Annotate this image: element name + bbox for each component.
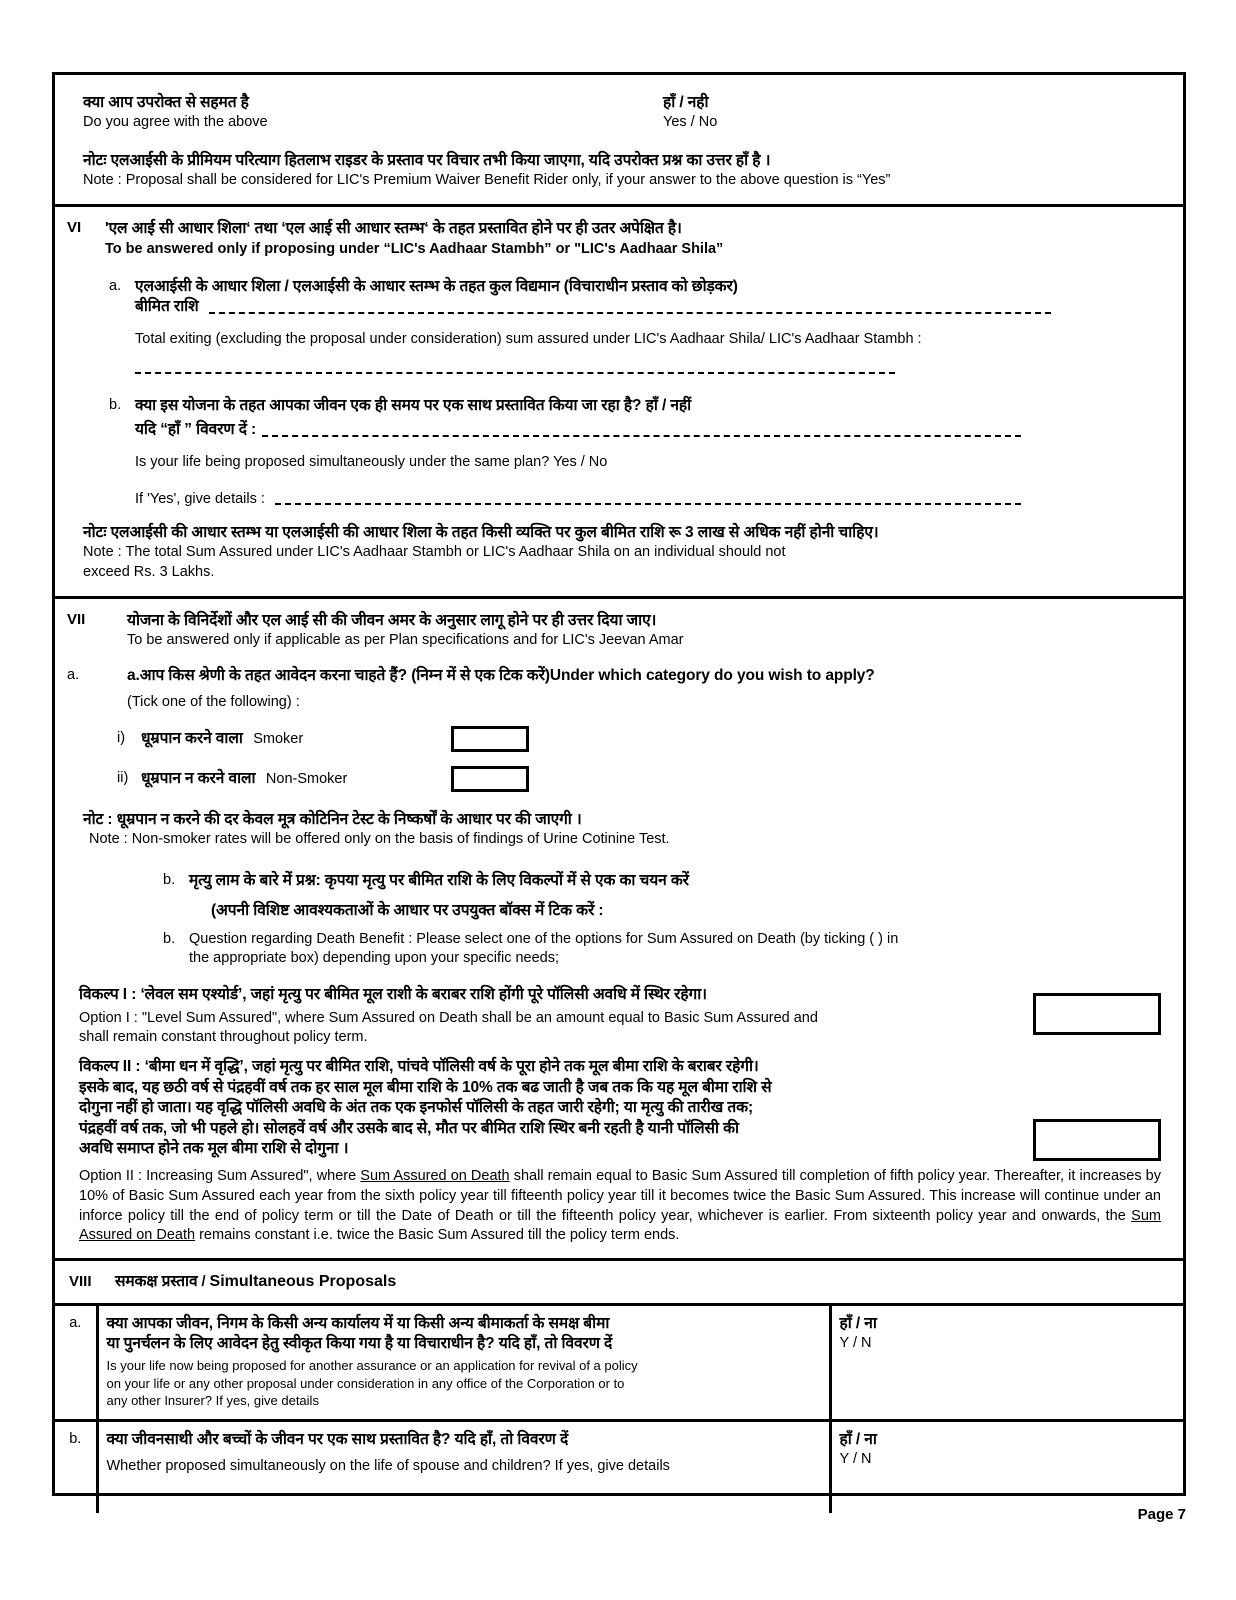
option-2-hi-line5: अवधि समाप्त होने तक मूल बीमा राशि से दोगुना । xyxy=(79,1140,349,1158)
section-viii-title-hi: समकक्ष प्रस्ताव xyxy=(115,1273,198,1291)
agree-note-hi: नोटः एलआईसी के प्रीमियम परित्याग हितलाभ राइडर के प्रस्ताव पर विचार तभी किया जाएगा, यदि उपरोक्त प्रश्न का उत्तर हाँ है । xyxy=(83,151,771,169)
section-viii-title-en: Simultaneous Proposals xyxy=(209,1273,397,1291)
smoker-label-en: Smoker xyxy=(253,730,304,747)
section-viii-title-separator: / xyxy=(201,1274,206,1291)
non-smoker-label-hi: धूम्रपान न करने वाला xyxy=(141,769,256,787)
section-vi-note-hi: नोटः एलआईसी की आधार स्तम्भ या एलआईसी की आधार शिला के तहत किसी व्यक्ति पर कुल बीमित राशि रू 3 लाख से अधिक नहीं होनी चाहिए। xyxy=(83,523,879,541)
section-vi-note xyxy=(55,523,1183,582)
option-1-row xyxy=(55,985,1183,1048)
agree-answer-en[interactable]: Yes / No xyxy=(663,114,718,131)
option-1-checkbox[interactable] xyxy=(1033,993,1161,1035)
agree-question-row xyxy=(55,93,1183,133)
section-vii-item-a-line1: a.आप किस श्रेणी के तहत आवेदन करना चाहते हैं? (निम्न में से एक टिक करें)Under which category do you wish to apply? xyxy=(127,667,875,685)
row-b-answer-hi: हाँ / ना xyxy=(839,1430,877,1448)
smoker-checkbox[interactable] xyxy=(451,726,529,752)
page-number-label: Page 7 xyxy=(1137,1506,1186,1523)
section-viii-numeral: VIII xyxy=(69,1273,92,1291)
section-vii-item-b-hi-line1: मृत्यु लाम के बारे में प्रश्न: कृपया मृत्यु पर बीमित राशि के लिए विकल्पों में से एक का चयन करें xyxy=(189,872,689,890)
option-1-en-line1: Option I : "Level Sum Assured", where Sum Assured on Death shall be an amount equal to Basic Sum Assured and xyxy=(79,1009,818,1026)
row-b-en-line1: Whether proposed simultaneously on the life of spouse and children? If yes, give details xyxy=(106,1458,670,1475)
row-a-en-line3: any other Insurer? If yes, give details xyxy=(106,1392,319,1408)
simultaneous-proposals-table xyxy=(55,1306,1183,1513)
form-page xyxy=(52,72,1186,1496)
section-vi-note-en-line1: Note : The total Sum Assured under LIC's Aadhaar Stambh or LIC's Aadhaar Shila on an individual should not xyxy=(83,544,786,561)
row-a-hi-line2: या पुनर्चलन के लिए आवेदन हेतु स्वीकृत किया गया है या विचाराधीन है? यदि हाँ, तो विवरण दें xyxy=(106,1335,613,1352)
section-vi-item-a-en-line: Total exiting (excluding the proposal under consideration) sum assured under LIC's Aadhaar Shila/ LIC's Aadhaar Stambh : xyxy=(135,330,922,347)
section-vi-heading xyxy=(55,219,1183,259)
option-2-checkbox[interactable] xyxy=(1033,1119,1161,1161)
section-vi-item-a-fill-line-1[interactable] xyxy=(209,311,1051,314)
smoker-option-number: i) xyxy=(117,730,126,747)
section-vi-heading-en: To be answered only if proposing under “LIC's Aadhaar Stambh” or "LIC's Aadhaar Shila” xyxy=(105,240,724,257)
agree-question-en: Do you agree with the above xyxy=(83,114,268,131)
section-vii-item-a xyxy=(55,666,1183,712)
section-vii-heading-hi: योजना के विनिर्देशों और एल आई सी की जीवन अमर के अनुसार लागू होने पर ही उत्तर दिया जाए। xyxy=(127,611,657,629)
section-vi-item-b-hi-question: क्या इस योजना के तहत आपका जीवन एक ही समय पर एक साथ प्रस्तावित किया जा रहा है? हाँ / नहीं xyxy=(135,396,692,414)
section-vi-item-b-hi-details-label: यदि “हाँ ” विवरण दें : xyxy=(135,421,257,439)
row-b-question xyxy=(97,1420,830,1512)
section-vii-item-a-line2: (Tick one of the following) : xyxy=(127,693,300,710)
page-footer xyxy=(52,1506,1186,1523)
non-smoker-option-number: ii) xyxy=(117,770,129,787)
section-vi-item-a-letter: a. xyxy=(109,277,122,294)
smoker-label-hi: धूम्रपान करने वाला xyxy=(141,729,243,747)
section-vii-note xyxy=(55,810,1183,850)
simultaneous-proposals-table-wrap xyxy=(55,1306,1183,1513)
row-a-answer-en: Y / N xyxy=(839,1335,872,1351)
table-row xyxy=(55,1420,1183,1512)
section-vii-note-hi: नोट : धूम्रपान न करने की दर केवल मूत्र कोटिनिन टेस्ट के निष्कर्षों के आधार पर की जाएगी । xyxy=(83,810,582,828)
non-smoker-label-en: Non-Smoker xyxy=(265,770,348,787)
option-2-hi-line1: विकल्प II : ‘बीमा धन में वृद्धि’, जहां मृत्यु पर बीमित राशि, पांचवे पॉलिसी वर्ष के पूरा होने तक मूल बीमा राशि के बराबर रहेगी। xyxy=(79,1058,759,1076)
section-vi-item-b xyxy=(55,396,1183,509)
row-a-en-line2: on your life or any other proposal under consideration in any office of the Corporation or to xyxy=(106,1375,625,1391)
row-b-hi-line1: क्या जीवनसाथी और बच्चों के जीवन पर एक साथ प्रस्तावित है? यदि हाँ, तो विवरण दें xyxy=(106,1430,569,1448)
agree-answer-hi[interactable]: हाँ / नही xyxy=(663,94,709,111)
section-vii-item-b-hi-line2: (अपनी विशिष्ट आवश्यकताओं के आधार पर उपयुक्त बॉक्स में टिक करें : xyxy=(211,901,604,919)
option-2-en-underline1: Sum Assured on Death xyxy=(360,1168,510,1185)
option-1-en-line2: shall remain constant throughout policy term. xyxy=(79,1029,368,1046)
table-row xyxy=(55,1306,1183,1421)
option-2-en-part2: shall remain equal to Basic Sum Assured till completion of fifth policy year. Thereafter, it increases by 10% of Basic Sum Assured each year from the sixth policy year till fifteenth policy year till it becomes twice the Basic Sum Assured. This increase will continue under an inforce policy till the end of policy term or till the Date of Death or till the fifteenth policy year, whichever is earlier. From sixteenth policy year and onwards, the xyxy=(79,1168,1161,1224)
row-a-en-line1: Is your life now being proposed for another assurance or an application for revival of a policy xyxy=(106,1358,638,1374)
row-b-answer-cell[interactable] xyxy=(830,1420,1183,1512)
section-vii-note-en: Note : Non-smoker rates will be offered only on the basis of findings of Urine Cotinine Test. xyxy=(89,831,670,848)
row-b-letter: b. xyxy=(55,1420,97,1512)
section-vi-item-b-en-details-label: If 'Yes', give details : xyxy=(135,490,265,507)
option-2-row xyxy=(55,1057,1183,1161)
section-vi-item-a-hi-line1: एलआईसी के आधार शिला / एलआईसी के आधार स्तम्भ के तहत कुल विद्यमान (विचाराधीन प्रस्ताव को छोड़कर) xyxy=(135,277,738,295)
agree-note xyxy=(55,151,1183,191)
smoker-option-row xyxy=(55,726,1183,752)
option-2-hi-line4: पंद्रहवीं वर्ष तक, जो भी पहले हो। सोलहवें वर्ष और उसके बाद से, मौत पर बीमित राशि स्थिर बनी रहती है यानी पॉलिसी की xyxy=(79,1119,739,1137)
section-vi-item-a-hi-line2: बीमित राशि xyxy=(135,298,199,316)
option-2-hi-line2: इसके बाद, यह छठी वर्ष से पंद्रहवीं वर्ष तक हर साल मूल बीमा राशि के 10% तक बढ जाती है जब तक कि यह मूल बीमा राशि से xyxy=(79,1078,772,1096)
option-2-en-part1: Option II : Increasing Sum Assured", where xyxy=(79,1168,361,1185)
agree-question-hi: क्या आप उपरोक्त से सहमत है xyxy=(83,94,249,111)
section-vii-item-a-letter: a. xyxy=(67,667,80,684)
section-vi-heading-hi: 'एल आई सी आधार शिला‘ तथा ‘एल आई सी आधार स्तम्भ‘ के तहत प्रस्तावित होने पर ही उतर अपेक्षित है। xyxy=(105,220,682,238)
option-2-en-paragraph xyxy=(55,1161,1183,1250)
section-vii-numeral: VII xyxy=(67,610,86,628)
row-a-letter: a. xyxy=(55,1306,97,1421)
non-smoker-option-row xyxy=(55,766,1183,792)
section-vii-item-b-letter-en: b. xyxy=(163,931,176,948)
row-b-answer-en: Y / N xyxy=(839,1451,872,1468)
row-a-answer-hi: हाँ / ना xyxy=(839,1314,877,1332)
section-vi-item-b-letter: b. xyxy=(109,396,122,413)
section-vii-item-b-letter-hi: b. xyxy=(163,872,176,889)
section-vii-item-b-en-line1: Question regarding Death Benefit : Please select one of the options for Sum Assured on Death (by ticking ( ) in xyxy=(189,931,899,948)
section-viii-header xyxy=(55,1261,1183,1305)
section-vi-item-b-fill-line-hi[interactable] xyxy=(262,434,1021,437)
section-vii-item-b xyxy=(55,871,1183,968)
option-1-hi: विकल्प I : ‘लेवल सम एश्योर्ड’, जहां मृत्यु पर बीमित मूल राशी के बराबर राशि होंगी पूरे पॉलिसी अवधि में स्थिर रहेगा। xyxy=(79,985,707,1003)
row-a-question xyxy=(97,1306,830,1421)
option-2-en-part3: remains constant i.e. twice the Basic Sum Assured till the policy term ends. xyxy=(195,1227,680,1244)
option-2-hi-line3: दोगुना नहीं हो जाता। यह वृद्धि पॉलिसी अवधि के अंत तक एक इनफोर्स पॉलिसी के तहत जारी रहेगी; या मृत्यु की तारीख तक; xyxy=(79,1099,754,1117)
agree-note-en: Note : Proposal shall be considered for LIC's Premium Waiver Benefit Rider only, if your answer to the above question is “Yes” xyxy=(83,172,891,189)
section-vi-item-b-fill-line-en[interactable] xyxy=(275,502,1021,505)
section-vii-heading-en: To be answered only if applicable as per Plan specifications and for LIC's Jeevan Amar xyxy=(127,632,684,649)
section-vii-item-b-en-line2: the appropriate box) depending upon your specific needs; xyxy=(189,950,560,967)
section-vii-heading xyxy=(55,611,1183,651)
section-vi xyxy=(55,207,1183,598)
section-vi-note-en-line2: exceed Rs. 3 Lakhs. xyxy=(83,563,215,580)
section-vi-item-a-fill-line-2[interactable] xyxy=(135,371,895,374)
option-2-en-underline2: Sum Assured on Death xyxy=(79,1207,1161,1244)
section-vii xyxy=(55,599,1183,1261)
section-vi-item-a xyxy=(55,277,1183,374)
row-a-answer-cell[interactable] xyxy=(830,1306,1183,1421)
agree-section xyxy=(55,75,1183,207)
row-a-hi-line1: क्या आपका जीवन, निगम के किसी अन्य कार्यालय में या किसी अन्य बीमाकर्ता के समक्ष बीमा xyxy=(106,1314,610,1332)
section-vi-numeral: VI xyxy=(67,219,82,237)
section-vi-item-b-en-question: Is your life being proposed simultaneously under the same plan? Yes / No xyxy=(135,453,608,470)
non-smoker-checkbox[interactable] xyxy=(451,766,529,792)
